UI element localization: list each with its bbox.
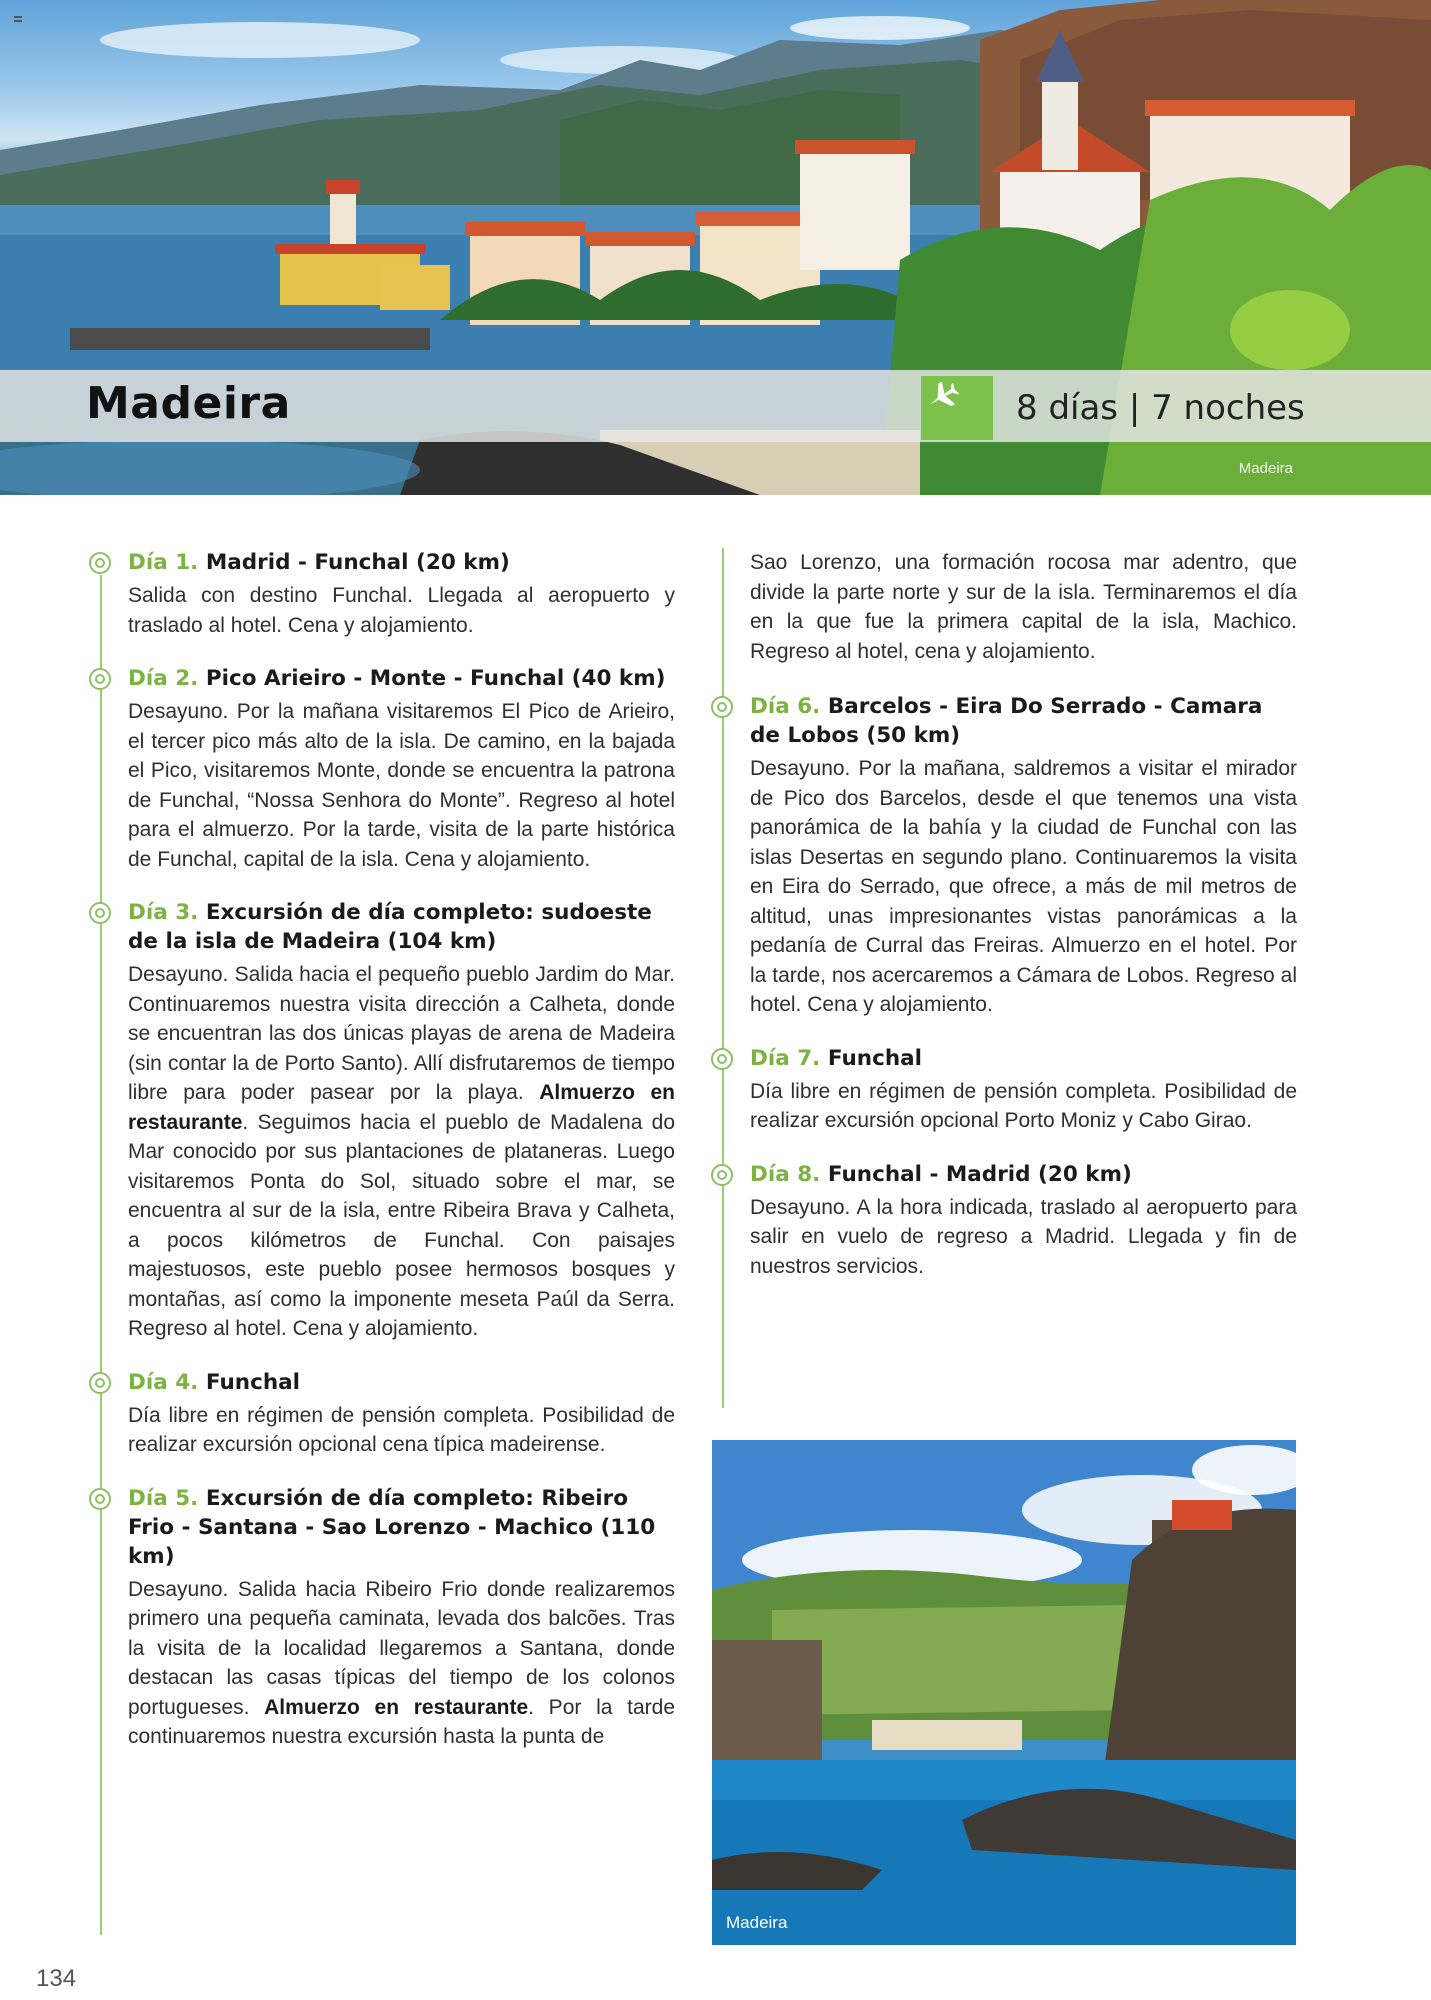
day-3 [90,898,675,1344]
day-heading [750,1160,1297,1189]
day-label: Día 6. [750,694,821,719]
day-heading [750,692,1297,750]
day-marker-icon [89,552,111,574]
day-label: Día 3. [128,900,199,925]
day-text: Desayuno. Por la mañana, saldremos a visitar el mirador de Pico dos Barcelos, desde el que tenemos una vista panorámica de la bahía y la ciudad de Funchal con las islas Desertas en segundo plano. Continuaremos la visita en Eira do Serrado, que ofrece, a más de mil metros de altitud, unas impresionantes vistas panorámicas a la pedanía de Curral das Freiras. Almuerzo en el hotel. Por la tarde, nos acercaremos a Cámara de Lobos. Regreso al hotel. Cena y alojamiento. [750,757,1297,1016]
day-text-part: . Seguimos hacia el pueblo de Madalena do Mar conocido por sus plantaciones de plataneras. Luego visitaremos Ponta do Sol, situado sobre el mar, se encuentra al sur de la isla, entre Ribeira Brava y Calheta, a pocos kilómetros de Funchal. Con paisajes majestuosos, este pueblo posee hermosos bosques y montañas, así como la imponente meseta Paúl da Serra. Regreso al hotel. Cena y alojamiento. [128,1110,675,1340]
itinerary-right-column [712,548,1297,1305]
day-title: Pico Arieiro - Monte - Funchal (40 km) [205,666,666,691]
meal-highlight: Almuerzo en restaurante [264,1695,529,1719]
day-heading [128,548,675,577]
day-title: Funchal [827,1045,923,1071]
day-text [128,960,675,1344]
day-5-continued-text: Sao Lorenzo, una formación rocosa mar adentro, que divide la parte norte y sur de la isla. Terminaremos el día en la que fue la primera capital de la isla, Machico. Regreso al hotel, cena y alojamiento. [750,551,1297,663]
day-heading [128,664,675,693]
day-marker-icon [711,1164,733,1186]
day-5 [90,1484,675,1752]
day-title: Madrid - Funchal (20 km) [205,550,510,575]
day-text: Día libre en régimen de pensión completa. Posibilidad de realizar excursión opcional Porto Moniz y Cabo Girao. [750,1079,1297,1132]
corner-mark [14,16,22,22]
day-label: Día 2. [128,666,199,691]
page-number: 134 [36,1965,77,1992]
day-text: Desayuno. Por la mañana visitaremos El Pico de Arieiro, el tercer pico más alto de la isla. De camino, en la bajada el Pico, visitaremos Monte, donde se encuentra la patrona de Funchal, “Nossa Senhora do Monte”. Regreso al hotel para el almuerzo. Por la tarde, visita de la parte histórica de Funchal, capital de la isla. Cena y alojamiento. [128,700,675,871]
day-text: Desayuno. A la hora indicada, traslado al aeropuerto para salir en vuelo de regreso a Madrid. Llegada y fin de nuestros servicios. [750,1195,1297,1278]
day-text [128,1575,675,1752]
day-6 [712,692,1297,1020]
day-marker-icon [89,668,111,690]
day-title: Excursión de día completo: Ribeiro Frio - Santana - Sao Lorenzo - Machico (110 km) [128,1485,656,1569]
photo-caption: Madeira [726,1913,788,1932]
day-marker-icon [711,696,733,718]
day-4 [90,1368,675,1460]
day-marker-icon [89,1372,111,1394]
day-marker-icon [89,902,111,924]
day-label: Día 5. [128,1485,199,1511]
meal-highlight: Almuerzo en restaurante [128,1081,675,1134]
day-label: Día 1. [128,550,199,575]
day-title: Excursión de día completo: sudoeste de la isla de Madeira (104 km) [128,900,652,954]
page-title: Madeira [86,378,291,429]
airplane-icon [921,376,993,440]
day-text-part: Desayuno. Salida hacia Ribeiro Frio donde realizaremos primero una pequeña caminata, levada dos balcões. Tras la visita de la localidad llegaremos a Santana, donde destacan las casas típicas del tiempo de los colonos portugueses. [128,1577,675,1719]
day-7 [712,1044,1297,1136]
trip-duration: 8 días | 7 noches [1016,388,1305,428]
coastal-village-photo [712,1440,1296,1945]
day-label: Día 7. [750,1045,821,1071]
hero-caption: Madeira [1238,460,1293,477]
day-heading [750,1044,1297,1073]
hero-image [0,0,1431,495]
day-8 [712,1160,1297,1282]
day-title: Barcelos - Eira Do Serrado - Camara de Lobos (50 km) [750,694,1263,748]
day-text: Día libre en régimen de pensión completa. Posibilidad de realizar excursión opcional cena típica madeirense. [128,1403,675,1456]
day-text: Salida con destino Funchal. Llegada al aeropuerto y traslado al hotel. Cena y alojamiento. [128,584,675,637]
day-label: Día 8. [750,1161,821,1187]
day-marker-icon [89,1488,111,1510]
day-1 [90,548,675,640]
day-marker-icon [711,1048,733,1070]
day-heading [128,1368,675,1397]
day-text-part: Desayuno. Salida hacia el pequeño pueblo Jardim do Mar. Continuaremos nuestra visita dirección a Calheta, donde se encuentran las dos únicas playas de arena de Madeira (sin contar la de Porto Santo). Allí disfrutaremos de tiempo libre para poder pasear por la playa. [128,963,675,1104]
itinerary-left-column [90,548,675,1776]
day-heading [128,1484,675,1571]
day-2 [90,664,675,874]
day-heading [128,898,675,956]
cliff-village-illustration [712,1440,1296,1945]
day-title: Funchal [205,1369,301,1395]
day-text-part: . Por la tarde continuaremos nuestra excursión hasta la punta de [128,1695,675,1748]
day-title: Funchal - Madrid (20 km) [827,1161,1132,1187]
day-label: Día 4. [128,1369,199,1395]
